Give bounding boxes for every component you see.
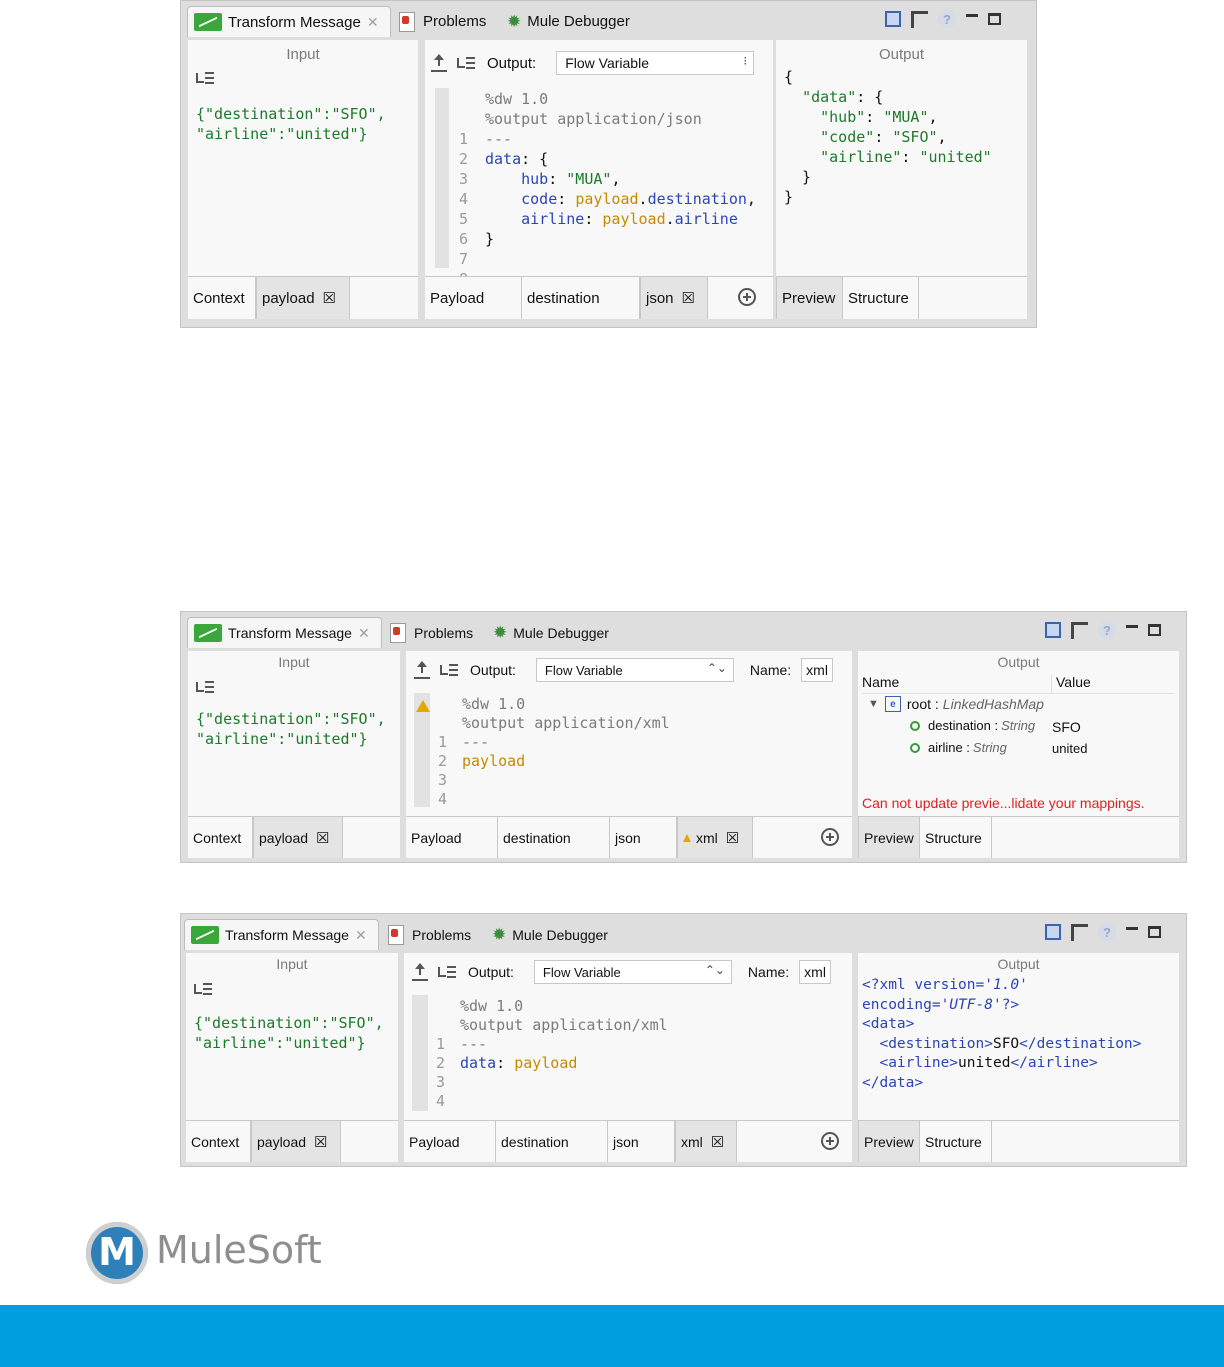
pane-title: Output (997, 654, 1040, 670)
input-tabs (188, 276, 418, 319)
list-icon[interactable] (440, 663, 458, 677)
save-icon[interactable] (1045, 924, 1061, 940)
input-tabs (186, 1120, 398, 1162)
output-tabs (858, 816, 1179, 858)
preview-output: { "data": { "hub": "MUA", "code": "SFO", "airline": "united" } } (784, 68, 992, 206)
tab-label: Problems (423, 13, 487, 30)
gutter-bar (435, 88, 449, 268)
mulesoft-logo-icon (86, 1222, 148, 1284)
transform-message-icon (194, 13, 222, 31)
pane-title: Input (278, 654, 310, 670)
maximize-icon[interactable] (1148, 624, 1161, 636)
script-toolbar (431, 51, 754, 75)
output-label: Output: (470, 662, 516, 678)
input-pane (188, 651, 400, 857)
script-tabs (404, 1120, 852, 1162)
add-tab-button[interactable] (821, 828, 839, 858)
tab-context[interactable]: Context (188, 817, 253, 858)
chevron-icon: ⁝ (743, 54, 748, 68)
bug-icon: ✹ (507, 11, 522, 31)
line-numbers: 1 2 3 4 5 6 7 (459, 130, 469, 268)
output-pane (858, 651, 1179, 857)
tree-icon[interactable] (1071, 924, 1088, 941)
view-toolbar (1045, 621, 1161, 639)
bug-icon: ✹ (492, 924, 507, 944)
script-editor[interactable]: %dw 1.0 %output application/json --- data: { hub: "MUA", code: payload.destination, airline: payload.airline } (485, 90, 756, 248)
input-pane (188, 40, 418, 318)
tree-value: united (1052, 741, 1088, 756)
footer-bar (0, 1305, 1224, 1367)
script-pane (425, 40, 773, 318)
name-input[interactable]: xml (799, 960, 831, 984)
output-pane (776, 40, 1027, 318)
pane-title: Output (878, 46, 925, 63)
brand-name: MuleSoft (156, 1228, 322, 1272)
pane-title: Output (997, 956, 1040, 972)
add-tab-button[interactable] (821, 1132, 839, 1162)
tab-xml[interactable]: xml ☒ (677, 817, 753, 858)
minimize-icon[interactable] (1126, 927, 1138, 930)
name-input[interactable]: xml (801, 658, 833, 682)
script-toolbar (414, 658, 833, 682)
tab-destination[interactable]: destination (498, 817, 610, 858)
tab-label: Problems (412, 926, 472, 943)
maximize-icon[interactable] (988, 13, 1001, 25)
structure-header (862, 674, 1174, 694)
tab-json[interactable]: json ☒ (640, 277, 708, 319)
error-message: Can not update previe...lidate your mappings. (862, 795, 1145, 811)
input-tabs (188, 816, 400, 858)
script-editor[interactable]: %dw 1.0 %output application/xml --- data: payload (460, 997, 668, 1072)
plus-icon (821, 828, 839, 846)
tab-structure[interactable]: Structure (843, 277, 919, 319)
tab-label: Mule Debugger (527, 13, 630, 30)
script-tabs (406, 816, 852, 858)
close-icon[interactable]: ☒ (725, 829, 740, 847)
minimize-icon[interactable] (1126, 625, 1138, 628)
script-editor[interactable]: %dw 1.0 %output application/xml --- payload (462, 695, 670, 770)
tab-structure[interactable]: Structure (920, 817, 992, 858)
pane-title: Input (286, 46, 320, 63)
tab-transform-message[interactable] (187, 6, 391, 37)
field-icon (910, 743, 920, 753)
transform-panel-1 (180, 0, 1037, 328)
tab-label: Transform Message (228, 13, 361, 31)
tab-payload[interactable]: payload ☒ (253, 817, 343, 858)
input-sample-code[interactable]: {"destination":"SFO", "airline":"united"} (196, 105, 386, 143)
tree-item-airline[interactable]: airline : String (910, 740, 1007, 755)
name-label: Name: (749, 662, 792, 678)
script-tabs (425, 276, 773, 319)
help-icon[interactable]: ? (1098, 621, 1116, 639)
script-pane (406, 651, 852, 857)
plus-icon (821, 1132, 839, 1150)
output-pane (858, 953, 1179, 1161)
close-icon[interactable]: ✕ (366, 13, 379, 30)
tab-transform-message[interactable] (187, 617, 382, 648)
tab-xml[interactable]: xml ☒ (675, 1121, 737, 1162)
tab-mule-debugger[interactable] (507, 6, 630, 37)
minimize-icon[interactable] (966, 14, 978, 17)
chevron-icon: ⌃⌄ (706, 661, 727, 675)
close-icon[interactable]: ☒ (710, 1133, 725, 1151)
line-numbers: 1 2 3 4 (436, 1035, 446, 1110)
script-toolbar (412, 960, 831, 984)
close-icon[interactable]: ☒ (322, 290, 336, 307)
maximize-icon[interactable] (1148, 926, 1161, 938)
tab-preview[interactable]: Preview (776, 277, 843, 319)
help-icon[interactable]: ? (1098, 923, 1116, 941)
problems-icon (390, 623, 406, 643)
input-pane (186, 953, 398, 1161)
input-sample-code[interactable]: {"destination":"SFO", "airline":"united"} (194, 1014, 384, 1052)
save-icon[interactable] (1045, 622, 1061, 638)
line-numbers: 1 2 3 4 (438, 733, 448, 808)
field-icon (910, 721, 920, 731)
tab-label: Mule Debugger (512, 926, 608, 943)
tab-destination[interactable]: destination (522, 277, 640, 319)
tab-label: Transform Message (225, 927, 349, 943)
output-tabs (776, 276, 1027, 319)
close-icon[interactable]: ☒ (316, 829, 330, 847)
column-name: Name (862, 674, 900, 690)
tab-problems[interactable] (390, 617, 473, 648)
pane-title: Input (276, 956, 308, 972)
tree-item-destination[interactable]: destination : String (910, 718, 1035, 733)
view-toolbar (885, 10, 1001, 28)
tree-root-row[interactable]: ▼ e root : LinkedHashMap (868, 696, 1044, 712)
tab-label: Mule Debugger (513, 624, 609, 641)
output-label: Output: (487, 54, 537, 72)
tab-payload[interactable]: Payload (425, 277, 522, 319)
tab-structure[interactable]: Structure (920, 1121, 992, 1162)
list-toggle-icon[interactable] (194, 982, 224, 1001)
help-icon[interactable]: ? (938, 10, 956, 28)
tab-payload[interactable]: Payload (404, 1121, 496, 1162)
problems-icon (388, 925, 404, 945)
tree-icon[interactable] (1071, 622, 1088, 639)
view-toolbar (1045, 923, 1161, 941)
tab-context[interactable]: Context (186, 1121, 251, 1162)
tab-context[interactable]: Context (188, 277, 256, 319)
tab-payload[interactable]: payload ☒ (251, 1121, 341, 1162)
tab-problems[interactable] (388, 919, 471, 950)
problems-icon (399, 12, 415, 32)
list-toggle-icon[interactable] (196, 680, 226, 699)
tab-preview[interactable]: Preview (858, 1121, 920, 1162)
preview-output: <?xml version='1.0' encoding='UTF-8'?> <data> <destination>SFO</destination> <airline>united</airline> </data> (862, 977, 1142, 1091)
gutter-bar (412, 995, 428, 1111)
tab-json[interactable]: json (610, 817, 677, 858)
upload-icon[interactable] (414, 661, 430, 679)
tab-payload[interactable]: payload ☒ (256, 277, 350, 319)
add-tab-button[interactable] (738, 288, 756, 319)
name-label: Name: (747, 964, 790, 980)
tab-problems[interactable] (399, 6, 486, 37)
tab-mule-debugger[interactable] (493, 617, 609, 648)
upload-icon[interactable] (412, 963, 428, 981)
warning-icon[interactable] (416, 697, 436, 715)
element-icon: e (885, 696, 901, 712)
tab-payload[interactable]: Payload (406, 817, 498, 858)
close-icon[interactable]: ✕ (357, 624, 370, 641)
tab-label: Problems (414, 624, 474, 641)
output-label: Output: (468, 964, 514, 980)
chevron-icon: ⌃⌄ (704, 963, 725, 977)
expand-arrow-icon[interactable]: ▼ (868, 698, 879, 710)
column-value: Value (1051, 674, 1091, 693)
view-tabbar (181, 914, 1186, 950)
tab-preview[interactable]: Preview (858, 817, 920, 858)
plus-icon (738, 288, 756, 306)
list-icon[interactable] (457, 56, 475, 70)
tab-json[interactable]: json (608, 1121, 675, 1162)
view-tabbar (181, 612, 1186, 648)
tab-transform-message[interactable] (184, 919, 379, 950)
transform-message-icon (191, 926, 219, 944)
output-tabs (858, 1120, 1179, 1162)
close-icon[interactable]: ✕ (354, 926, 367, 943)
tab-label: Transform Message (228, 625, 352, 641)
list-icon[interactable] (438, 965, 456, 979)
transform-panel-2 (180, 611, 1187, 863)
output-select[interactable]: Flow Variable ⁝ (556, 51, 754, 75)
close-icon[interactable]: ☒ (314, 1133, 328, 1151)
view-tabbar (181, 1, 1036, 37)
input-sample-code[interactable]: {"destination":"SFO", "airline":"united"} (196, 710, 386, 748)
warning-icon (683, 834, 691, 842)
transform-panel-3 (180, 913, 1187, 1167)
tab-destination[interactable]: destination (496, 1121, 608, 1162)
list-toggle-icon[interactable] (196, 71, 226, 90)
close-icon[interactable]: ☒ (681, 290, 695, 307)
bug-icon: ✹ (493, 622, 508, 642)
tab-mule-debugger[interactable] (492, 919, 608, 950)
tree-value: SFO (1052, 719, 1081, 735)
output-select[interactable]: Flow Variable ⌃⌄ (536, 658, 734, 682)
transform-message-icon (194, 624, 222, 642)
upload-icon[interactable] (431, 54, 447, 72)
tree-icon[interactable] (911, 11, 928, 28)
script-pane (404, 953, 852, 1161)
save-icon[interactable] (885, 11, 901, 27)
output-select[interactable]: Flow Variable ⌃⌄ (534, 960, 732, 984)
